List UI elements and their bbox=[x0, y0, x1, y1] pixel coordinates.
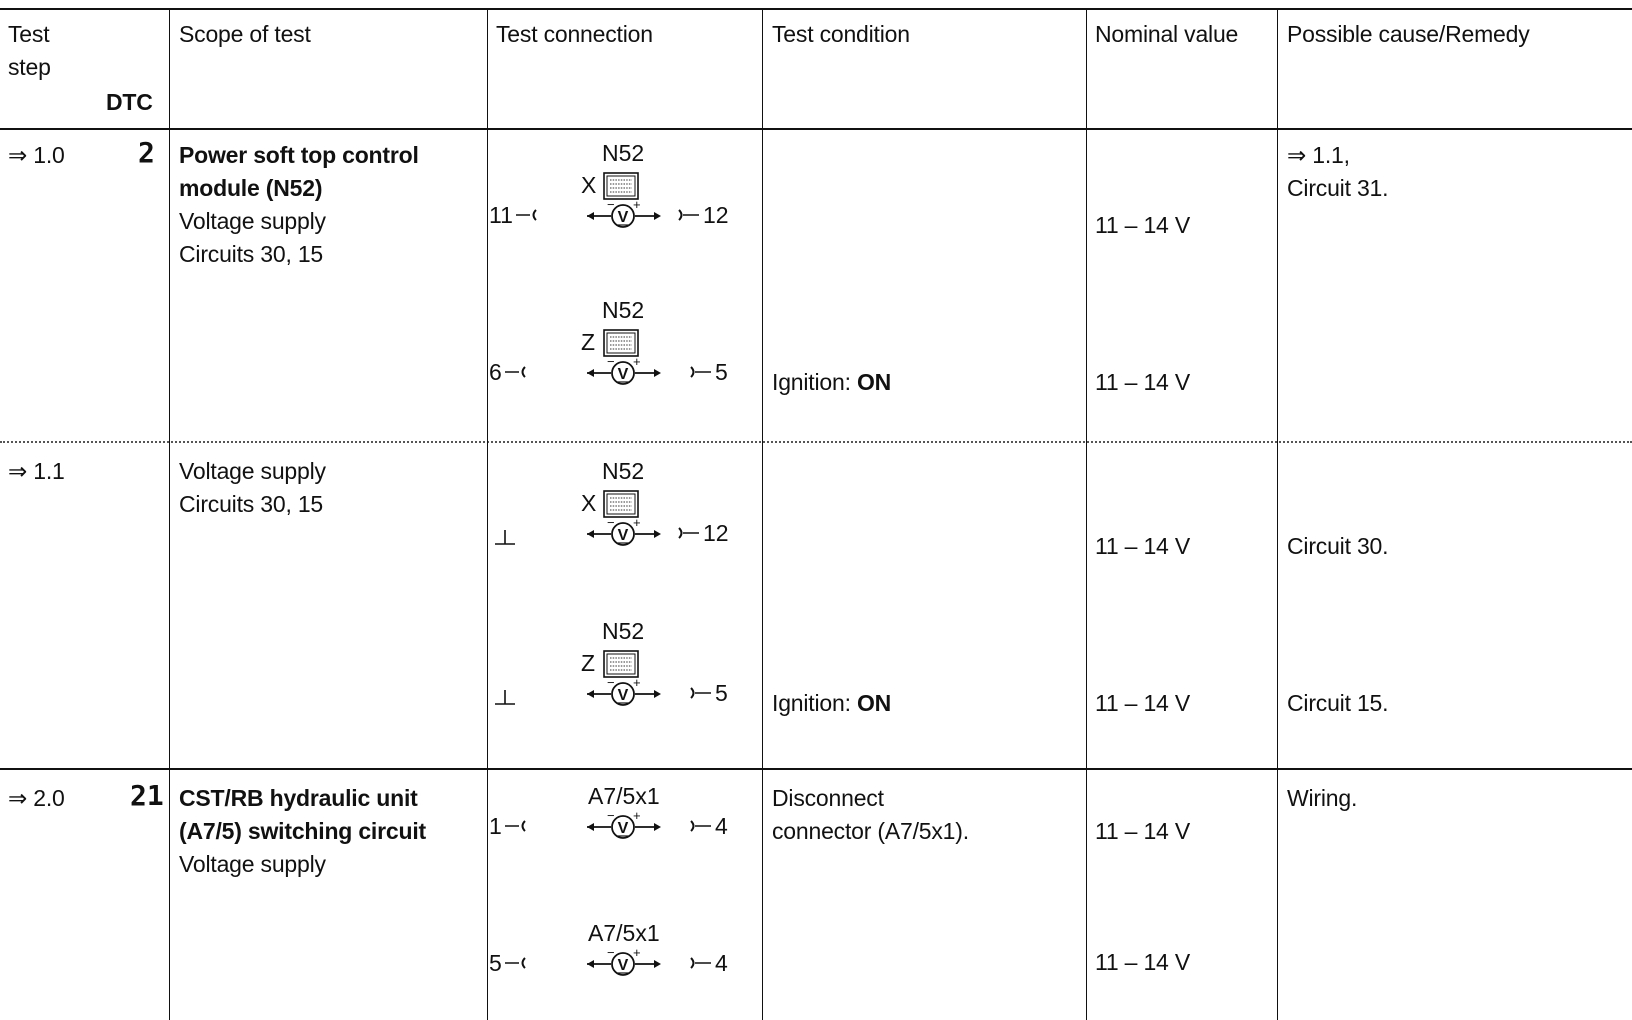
header-test: Test bbox=[8, 21, 50, 47]
row-1-1-condition: Ignition: ON bbox=[772, 690, 892, 716]
control-module-icon bbox=[603, 172, 639, 200]
right-pin-label: 5 bbox=[715, 359, 728, 385]
row-1-0-scope-line-1: Voltage supply bbox=[179, 208, 326, 234]
right-pin-label: 12 bbox=[703, 520, 729, 546]
connector-module-label: N52 bbox=[602, 618, 645, 644]
row-1-0-connection-a bbox=[489, 140, 757, 236]
row-1-0-condition: Ignition: ON bbox=[772, 369, 892, 395]
row-1-0-dtc: 2 bbox=[138, 136, 155, 169]
connector-module-label: N52 bbox=[602, 458, 645, 484]
voltmeter-icon bbox=[585, 811, 665, 841]
row-2-0-step: ⇒ 2.0 bbox=[8, 785, 65, 811]
voltmeter-symbol: V bbox=[617, 687, 629, 704]
header-possible-cause: Possible cause/Remedy bbox=[1287, 21, 1530, 47]
right-pin-label: 12 bbox=[703, 202, 729, 228]
voltmeter-symbol: V bbox=[617, 957, 629, 974]
control-module-icon bbox=[603, 650, 639, 678]
plug-right-icon bbox=[687, 680, 717, 706]
plug-right-icon bbox=[675, 202, 705, 228]
svg-text:+: + bbox=[633, 357, 641, 369]
row-divider-solid bbox=[0, 768, 1632, 770]
row-1-0-nominal-b: 11 – 14 V bbox=[1095, 369, 1190, 395]
row-2-0-scope-line-1: Voltage supply bbox=[179, 851, 326, 877]
connector-module-label: N52 bbox=[602, 140, 645, 166]
column-rule-5 bbox=[1277, 9, 1278, 1020]
row-2-0-remedy-1: Wiring. bbox=[1287, 785, 1358, 811]
ground-pin-label bbox=[493, 520, 513, 546]
header-bottom-rule bbox=[0, 128, 1632, 130]
row-2-0-dtc: 21 bbox=[130, 779, 164, 812]
svg-text:−: − bbox=[607, 811, 615, 823]
voltmeter-symbol: V bbox=[617, 366, 629, 383]
row-1-1-remedy-a: Circuit 30. bbox=[1287, 533, 1389, 559]
svg-text:−: − bbox=[607, 200, 615, 212]
row-1-1-nominal-a: 11 – 14 V bbox=[1095, 533, 1190, 559]
row-2-0-scope-title-2: (A7/5) switching circuit bbox=[179, 818, 426, 844]
row-2-0-condition-1: Disconnect bbox=[772, 785, 884, 811]
voltmeter-symbol: V bbox=[617, 527, 629, 544]
svg-text:+: + bbox=[633, 200, 641, 212]
table-top-rule bbox=[0, 8, 1632, 10]
connector-letter: Z bbox=[581, 329, 596, 355]
voltmeter-icon bbox=[585, 948, 665, 978]
svg-text:−: − bbox=[607, 678, 615, 690]
svg-text:−: − bbox=[607, 518, 615, 530]
connector-module-label: A7/5x1 bbox=[588, 783, 660, 809]
control-module-icon bbox=[603, 490, 639, 518]
left-pin-label: 1 bbox=[489, 813, 502, 839]
left-pin-label: 6 bbox=[489, 359, 502, 385]
plug-right-icon bbox=[675, 520, 705, 546]
right-pin-label: 4 bbox=[715, 950, 728, 976]
header-dtc: DTC bbox=[106, 89, 153, 115]
right-pin-label: 5 bbox=[715, 680, 728, 706]
column-rule-4 bbox=[1086, 9, 1087, 1020]
row-1-1-scope-line-1: Voltage supply bbox=[179, 458, 326, 484]
row-1-1-remedy-b: Circuit 15. bbox=[1287, 690, 1389, 716]
row-1-0-scope-line-2: Circuits 30, 15 bbox=[179, 241, 324, 267]
control-module-icon bbox=[603, 329, 639, 357]
svg-text:+: + bbox=[633, 678, 641, 690]
ground-pin-label bbox=[493, 680, 513, 706]
header-step: step bbox=[8, 54, 51, 80]
header-scope: Scope of test bbox=[179, 21, 311, 47]
row-1-0-remedy-1: ⇒ 1.1, bbox=[1287, 142, 1350, 168]
row-1-0-connection-b bbox=[489, 297, 757, 393]
connector-module-label: N52 bbox=[602, 297, 645, 323]
row-1-0-step: ⇒ 1.0 bbox=[8, 142, 65, 168]
plug-right-icon bbox=[687, 950, 717, 976]
row-1-0-remedy-2: Circuit 31. bbox=[1287, 175, 1389, 201]
svg-text:+: + bbox=[633, 811, 641, 823]
plug-right-icon bbox=[687, 359, 717, 385]
row-1-0-nominal-a: 11 – 14 V bbox=[1095, 212, 1190, 238]
row-2-0-scope-title-1: CST/RB hydraulic unit bbox=[179, 785, 418, 811]
voltmeter-icon bbox=[585, 200, 665, 230]
voltmeter-icon bbox=[585, 357, 665, 387]
row-2-0-nominal-b: 11 – 14 V bbox=[1095, 949, 1190, 975]
voltmeter-symbol: V bbox=[617, 820, 629, 837]
row-1-1-connection-b bbox=[489, 618, 757, 714]
left-pin-label: 5 bbox=[489, 950, 502, 976]
voltmeter-symbol: V bbox=[617, 209, 629, 226]
row-1-1-scope-line-2: Circuits 30, 15 bbox=[179, 491, 324, 517]
svg-text:−: − bbox=[607, 948, 615, 960]
left-pin-label: 11 bbox=[489, 202, 513, 228]
plug-left-icon bbox=[505, 950, 531, 976]
svg-text:+: + bbox=[633, 518, 641, 530]
column-rule-3 bbox=[762, 9, 763, 1020]
svg-text:+: + bbox=[633, 948, 641, 960]
row-2-0-nominal-a: 11 – 14 V bbox=[1095, 818, 1190, 844]
plug-left-icon bbox=[505, 813, 531, 839]
connector-letter: X bbox=[581, 172, 597, 198]
connector-letter: X bbox=[581, 490, 597, 516]
voltmeter-icon bbox=[585, 518, 665, 548]
row-2-0-connection-b bbox=[489, 920, 757, 986]
svg-text:−: − bbox=[607, 357, 615, 369]
row-2-0-connection-a bbox=[489, 783, 757, 849]
row-2-0-condition-2: connector (A7/5x1). bbox=[772, 818, 969, 844]
header-nominal-value: Nominal value bbox=[1095, 21, 1239, 47]
plug-right-icon bbox=[687, 813, 717, 839]
connector-module-label: A7/5x1 bbox=[588, 920, 660, 946]
column-rule-1 bbox=[169, 9, 170, 1020]
row-1-1-step: ⇒ 1.1 bbox=[8, 458, 65, 484]
row-1-0-scope-title-2: module (N52) bbox=[179, 175, 323, 201]
row-divider-dotted bbox=[0, 441, 1632, 443]
right-pin-label: 4 bbox=[715, 813, 728, 839]
header-test-connection: Test connection bbox=[496, 21, 653, 47]
plug-left-icon bbox=[516, 202, 542, 228]
row-1-0-scope-title-1: Power soft top control bbox=[179, 142, 419, 168]
voltmeter-icon bbox=[585, 678, 665, 708]
connector-letter: Z bbox=[581, 650, 596, 676]
row-1-1-nominal-b: 11 – 14 V bbox=[1095, 690, 1190, 716]
plug-left-icon bbox=[505, 359, 531, 385]
column-rule-2 bbox=[487, 9, 488, 1020]
row-1-1-connection-a bbox=[489, 458, 757, 554]
header-test-condition: Test condition bbox=[772, 21, 910, 47]
